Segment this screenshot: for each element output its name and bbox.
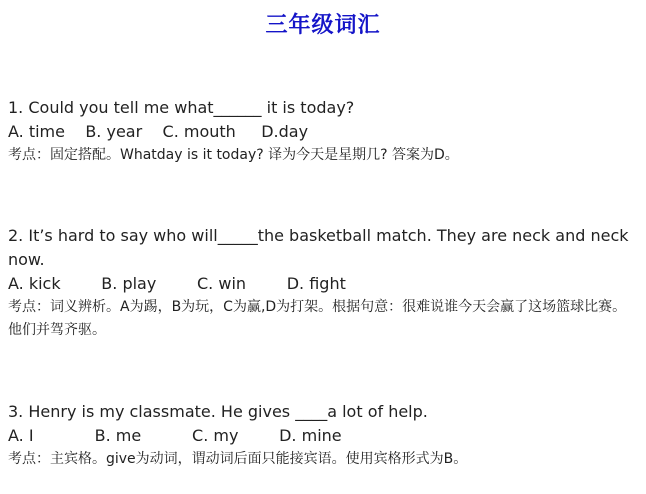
answer-options: A. I B. me C. my D. mine <box>8 426 342 445</box>
answer-options: A. time B. year C. mouth D.day <box>8 122 309 141</box>
explanation-note: 考点：固定搭配。Whatday is it today? 译为今天是星期几? 答案为D。 <box>8 147 459 163</box>
question-2 <box>8 224 640 342</box>
question-text: 3. Henry is my classmate. He gives ____a lot of help. <box>8 402 428 421</box>
explanation-note: 考点：主宾格。give为动词，谓动词后面只能接宾语。使用宾格形式为B。 <box>8 451 468 467</box>
answer-options: A. kick B. play C. win D. fight <box>8 274 346 293</box>
question-3 <box>8 400 640 471</box>
explanation-note: 考点：词义辨析。A为踢，B为玩，C为赢,D为打架。根据句意：很难说谁今天会赢了这场篮球比赛。他们并驾齐驱。 <box>8 299 627 338</box>
page-title: 三年级词汇 <box>265 13 381 38</box>
question-1 <box>8 96 640 167</box>
question-text: 2. It’s hard to say who will_____the basketball match. They are neck and neck now. <box>8 226 629 269</box>
question-text: 1. Could you tell me what______ it is today? <box>8 98 355 117</box>
